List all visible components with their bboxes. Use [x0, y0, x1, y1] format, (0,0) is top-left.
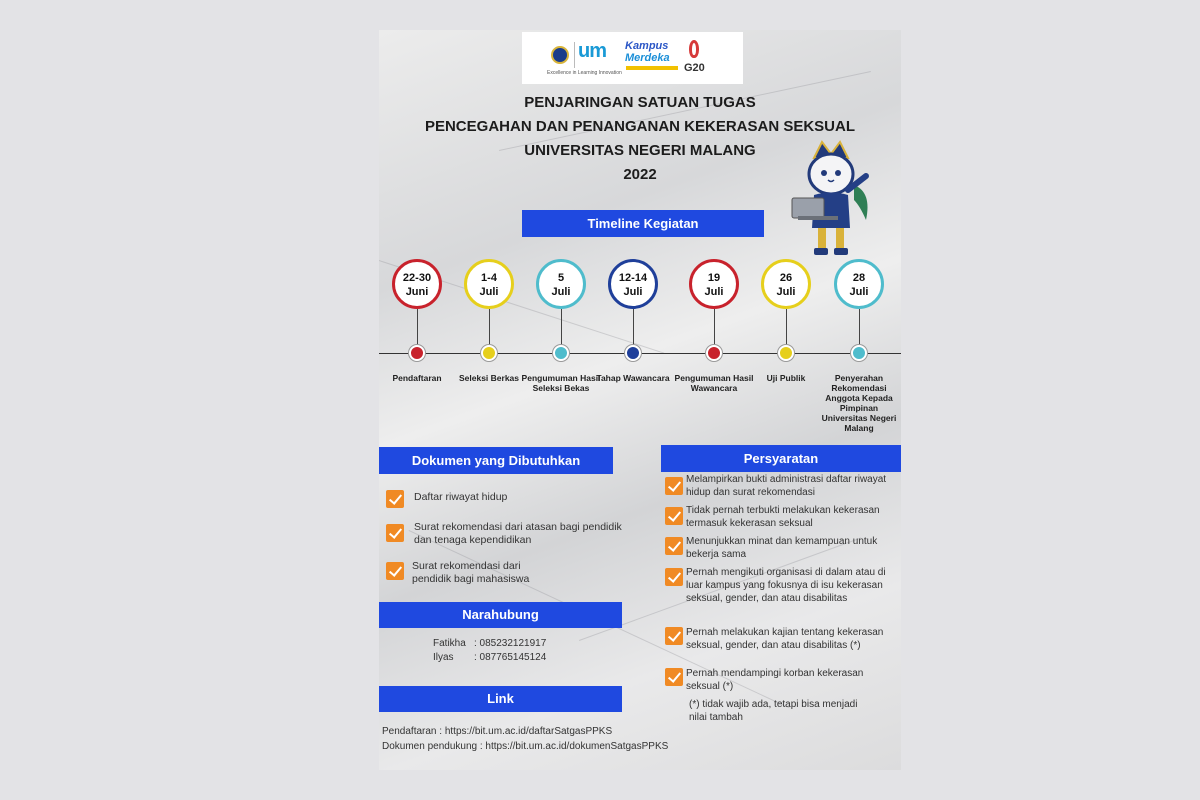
contact-phone-2: : 087765145124	[474, 652, 547, 663]
timeline-label: Uji Publik	[766, 373, 806, 383]
timeline-date-circle	[608, 259, 658, 309]
title-line-1: PENJARINGAN SATUAN TUGAS	[524, 94, 756, 111]
timeline-stem	[714, 309, 715, 345]
timeline-label: Penyerahan Rekomendasi Anggota Kepada Pimpinan Universitas Negeri Malang	[821, 373, 897, 433]
checkbox-icon	[386, 562, 404, 580]
timeline-stem	[859, 309, 860, 345]
timeline-marker	[409, 345, 425, 361]
checkbox-icon	[665, 477, 683, 495]
persyaratan-item-1: Melampirkan bukti administrasi daftar riwayat hidup dan surat rekomendasi	[686, 474, 887, 498]
checkbox-icon	[386, 524, 404, 542]
poster	[379, 30, 901, 770]
checkbox-icon	[665, 507, 683, 525]
timeline-month: Juli	[849, 286, 869, 298]
timeline-month: Juli	[704, 286, 724, 298]
kampus-merdeka-strip	[626, 66, 678, 70]
persyaratan-item-4: Pernah mengikuti organisasi di dalam atau di luar kampus yang fokusnya di isu kekerasan seksual, gender, dan atau disabilitas	[686, 567, 886, 604]
timeline-stem	[561, 309, 562, 345]
mascot-illustration	[784, 140, 879, 260]
timeline-marker	[481, 345, 497, 361]
timeline-heading: Timeline Kegiatan	[522, 210, 764, 237]
contact-phone-1: : 085232121917	[474, 638, 547, 649]
logo-banner	[522, 32, 743, 84]
dokumen-item-1: Daftar riwayat hidup	[414, 491, 508, 503]
contact-name-1: Fatikha	[433, 638, 466, 649]
timeline-date-circle	[689, 259, 739, 309]
logo-tagline: Excellence in Learning Innovation	[547, 70, 622, 76]
timeline-marker	[625, 345, 641, 361]
dokumen-item-2: Surat rekomendasi dari atasan bagi pendidik dan tenaga kependidikan	[414, 521, 622, 546]
logo-divider	[574, 42, 575, 68]
timeline-month: Juli	[551, 286, 571, 298]
merdeka-text: Merdeka	[625, 52, 670, 64]
persyaratan-heading: Persyaratan	[661, 445, 901, 472]
contact-name-2: Ilyas	[433, 652, 454, 663]
g20-logo: G20	[684, 62, 705, 74]
persyaratan-item-2: Tidak pernah terbukti melakukan kekerasan termasuk kekerasan seksual	[686, 505, 880, 529]
um-logo: um	[578, 40, 606, 62]
link-dokumen[interactable]: Dokumen pendukung : https://bit.um.ac.id/dokumenSatgasPPKS	[382, 741, 669, 752]
timeline-date-circle	[464, 259, 514, 309]
title-line-2: PENCEGAHAN DAN PENANGANAN KEKERASAN SEKSUAL	[424, 118, 856, 135]
timeline-date: 1-4	[481, 272, 497, 284]
checkbox-icon	[665, 568, 683, 586]
dokumen-heading: Dokumen yang Dibutuhkan	[379, 447, 613, 474]
dokumen-item-3: Surat rekomendasi dari pendidik bagi mahasiswa	[412, 560, 530, 585]
persyaratan-item-6: Pernah mendampingi korban kekerasan seksual (*)	[686, 668, 864, 692]
timeline-date-circle	[834, 259, 884, 309]
persyaratan-footnote: (*) tidak wajib ada, tetapi bisa menjadi nilai tambah	[689, 699, 858, 723]
kampus-merdeka-logo	[625, 40, 670, 64]
checkbox-icon	[665, 537, 683, 555]
university-emblem-icon	[551, 46, 569, 64]
timeline-date: 28	[852, 272, 866, 284]
timeline-label: Seleksi Berkas	[458, 373, 520, 383]
timeline-month: Juli	[776, 286, 796, 298]
checkbox-icon	[665, 668, 683, 686]
link-heading: Link	[379, 686, 622, 712]
timeline-stem	[489, 309, 490, 345]
title-line-3: UNIVERSITAS NEGERI MALANG	[524, 142, 756, 159]
kampus-text: Kampus	[625, 40, 669, 52]
checkbox-icon	[386, 490, 404, 508]
timeline-marker	[778, 345, 794, 361]
timeline-date: 12-14	[618, 272, 648, 284]
timeline-date: 5	[557, 272, 565, 284]
timeline-date: 26	[779, 272, 793, 284]
timeline-stem	[417, 309, 418, 345]
timeline-label: Tahap Wawancara	[596, 373, 670, 383]
timeline-marker	[553, 345, 569, 361]
timeline-month: Juli	[623, 286, 643, 298]
timeline-label: Pendaftaran	[392, 373, 442, 383]
timeline-date-circle	[392, 259, 442, 309]
g20-mark-icon	[689, 40, 699, 58]
timeline-date-circle	[761, 259, 811, 309]
title-line-4: 2022	[623, 166, 657, 183]
timeline-marker	[851, 345, 867, 361]
narahubung-heading: Narahubung	[379, 602, 622, 628]
timeline-label: Pengumuman Hasil Seleksi Bekas	[521, 373, 601, 393]
timeline-date: 19	[707, 272, 721, 284]
timeline-date: 22-30	[402, 272, 432, 284]
timeline-marker	[706, 345, 722, 361]
timeline-date-circle	[536, 259, 586, 309]
link-pendaftaran[interactable]: Pendaftaran : https://bit.um.ac.id/daftarSatgasPPKS	[382, 726, 613, 737]
timeline-label: Pengumuman Hasil Wawancara	[674, 373, 754, 393]
persyaratan-item-3: Menunjukkan minat dan kemampuan untuk bekerja sama	[686, 536, 878, 560]
timeline-month: Juli	[479, 286, 499, 298]
checkbox-icon	[665, 627, 683, 645]
timeline-month: Juni	[405, 286, 429, 298]
persyaratan-item-5: Pernah melakukan kajian tentang kekerasan seksual, gender, dan atau disabilitas (*)	[686, 627, 884, 651]
timeline-stem	[633, 309, 634, 345]
timeline-stem	[786, 309, 787, 345]
